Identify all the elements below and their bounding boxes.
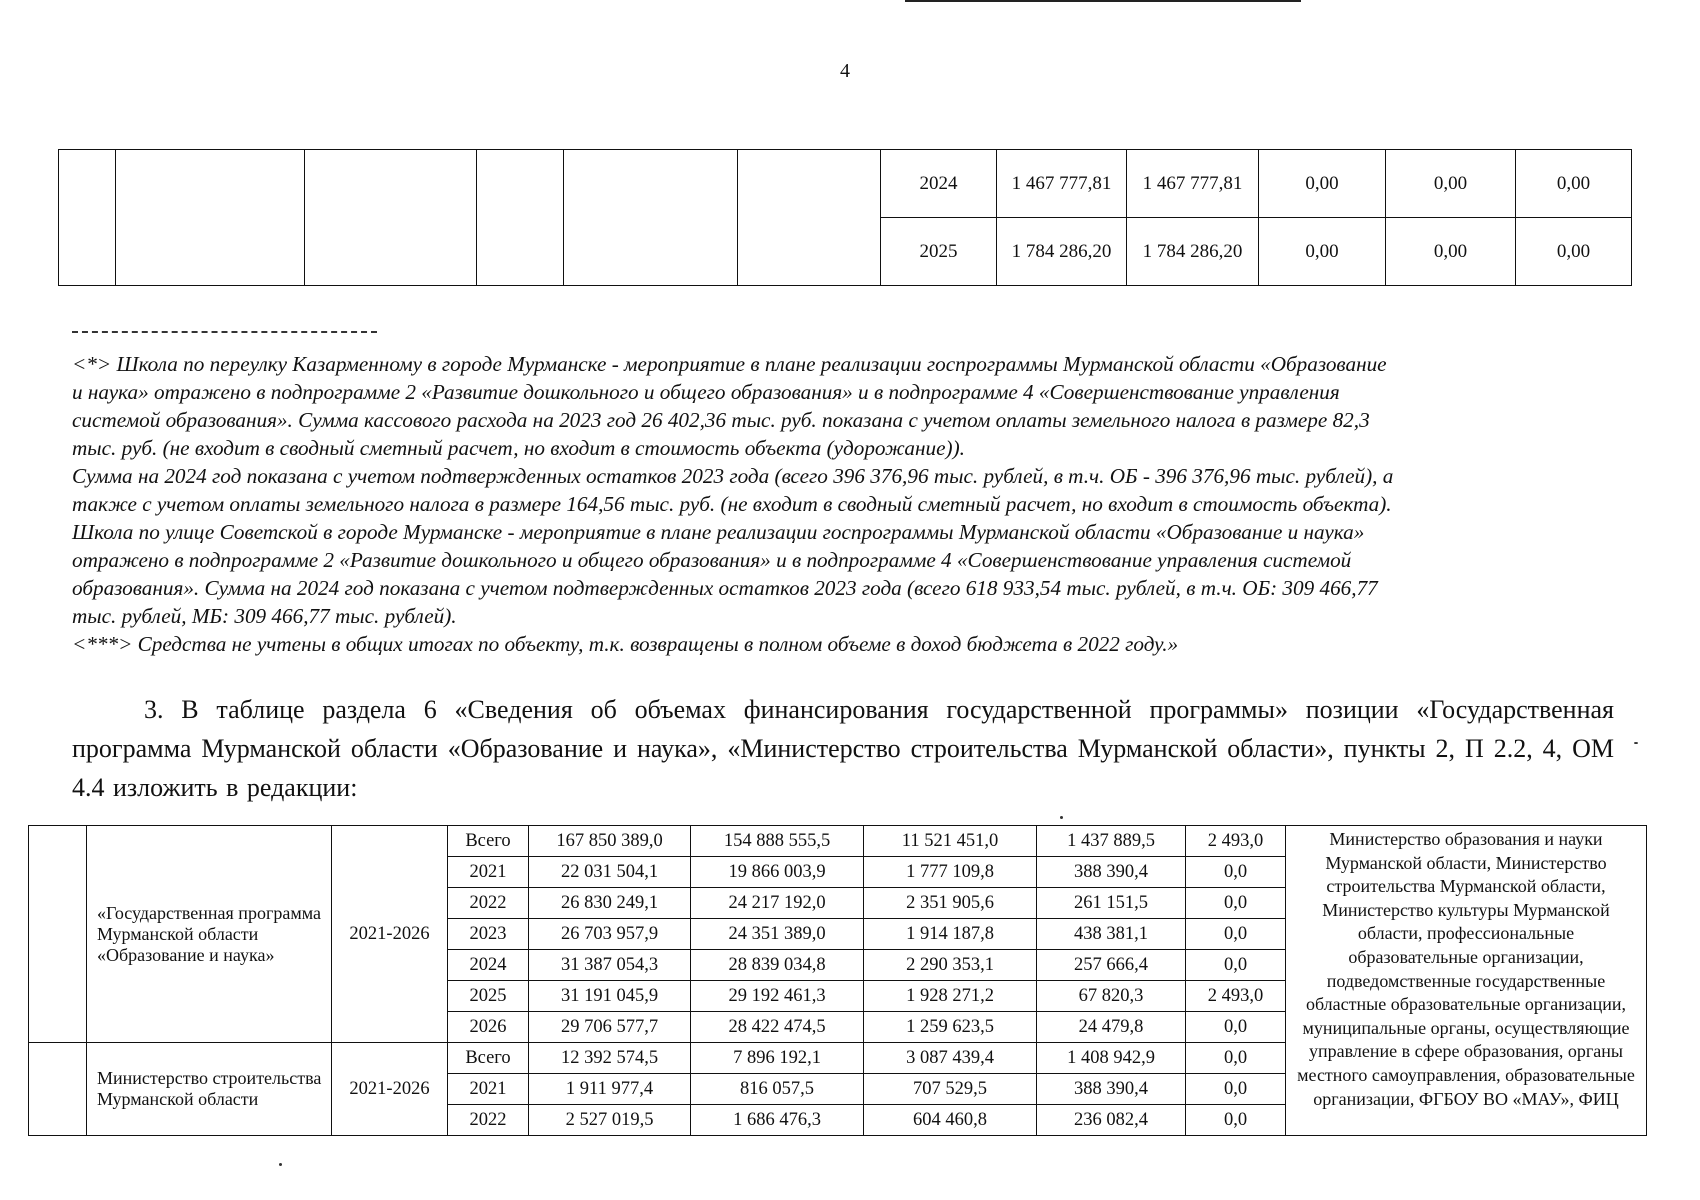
value-cell: 2 493,0	[1186, 826, 1286, 857]
year-cell: 2021	[448, 1074, 529, 1105]
value-cell: 29 706 577,7	[529, 1012, 691, 1043]
empty-cell	[305, 150, 477, 286]
year-cell: 2022	[448, 888, 529, 919]
year-cell: Всего	[448, 826, 529, 857]
value-cell: 707 529,5	[864, 1074, 1037, 1105]
empty-cell	[29, 826, 87, 1043]
year-cell: 2024	[881, 150, 997, 218]
footnote-line: отражено в подпрограмме 2 «Развитие дошкольного и общего образования» и в подпрограмме 4 «Совершенствование управления системой	[72, 548, 1352, 572]
value-cell: 28 422 474,5	[691, 1012, 864, 1043]
value-cell: 0,00	[1516, 218, 1632, 286]
continuation-table	[58, 149, 1632, 286]
period-cell: 2021-2026	[332, 1043, 448, 1136]
value-cell: 19 866 003,9	[691, 857, 864, 888]
stray-dot	[279, 1163, 282, 1166]
value-cell: 1 437 889,5	[1037, 826, 1186, 857]
year-cell: 2025	[448, 981, 529, 1012]
year-cell: 2024	[448, 950, 529, 981]
value-cell: 0,0	[1186, 1012, 1286, 1043]
value-cell: 12 392 574,5	[529, 1043, 691, 1074]
footnotes	[72, 350, 1632, 658]
value-cell: 261 151,5	[1037, 888, 1186, 919]
value-cell: 24 351 389,0	[691, 919, 864, 950]
footnote-line: тыс. рублей, МБ: 309 466,77 тыс. рублей).	[72, 604, 457, 628]
value-cell: 26 830 249,1	[529, 888, 691, 919]
value-cell: 1 928 271,2	[864, 981, 1037, 1012]
footnote-line: Школа по улице Советской в городе Мурманске - мероприятие в плане реализации госпрограммы Мурманской области «Образование и наука»	[72, 520, 1365, 544]
value-cell: 1 914 187,8	[864, 919, 1037, 950]
total-cell: 1 467 777,81	[997, 150, 1127, 218]
value-cell: 0,0	[1186, 1043, 1286, 1074]
value-cell: 0,00	[1386, 150, 1516, 218]
value-cell: 24 217 192,0	[691, 888, 864, 919]
total-cell: 1 784 286,20	[997, 218, 1127, 286]
footnote-line: тыс. руб. (не входит в сводный сметный расчет, но входит в стоимость объекта (удорожание)).	[72, 436, 965, 460]
period-cell: 2021-2026	[332, 826, 448, 1043]
value-cell: 0,0	[1186, 857, 1286, 888]
value-cell: 0,00	[1386, 218, 1516, 286]
stray-dot	[1634, 742, 1638, 744]
value-cell: 816 057,5	[691, 1074, 864, 1105]
footnote-line: системой образования». Сумма кассового расхода на 2023 год 26 402,36 тыс. руб. показана с учетом оплаты земельного налога в размере 82,3	[72, 408, 1370, 432]
value-cell: 0,00	[1259, 150, 1386, 218]
year-cell: 2026	[448, 1012, 529, 1043]
ministry-name-cell: Министерство строительства Мурманской области	[87, 1043, 332, 1136]
value-cell: 29 192 461,3	[691, 981, 864, 1012]
empty-cell	[564, 150, 738, 286]
value-cell: 0,0	[1186, 1074, 1286, 1105]
value-cell: 0,00	[1516, 150, 1632, 218]
value-cell: 31 191 045,9	[529, 981, 691, 1012]
footnote-line: Сумма на 2024 год показана с учетом подтвержденных остатков 2023 года (всего 396 376,96 тыс. рублей, в т.ч. ОБ - 396 376,96 тыс. рублей), а	[72, 464, 1394, 488]
year-cell: 2021	[448, 857, 529, 888]
table-row	[59, 150, 1632, 218]
footnote-line: <*> Школа по переулку Казарменному в городе Мурманске - мероприятие в плане реализации госпрограммы Мурманской области «Образование	[72, 352, 1387, 376]
value-cell: 2 527 019,5	[529, 1105, 691, 1136]
empty-cell	[59, 150, 116, 286]
year-cell: 2025	[881, 218, 997, 286]
stray-dot	[1060, 816, 1063, 819]
value-cell: 0,00	[1259, 218, 1386, 286]
amendment-paragraph: 3. В таблице раздела 6 «Сведения об объемах финансирования государственной программы» позиции «Государственная программа Мурманской области «Образование и наука», «Министерство строительства Мурманской области», пункты 2, П 2.2, 4, ОМ 4.4 изложить в редакции:	[72, 695, 1614, 802]
footnote-line: также с учетом оплаты земельного налога в размере 164,56 тыс. руб. (не входит в сводный сметный расчет, но входит в стоимость объекта).	[72, 492, 1392, 516]
value-cell: 11 521 451,0	[864, 826, 1037, 857]
value-cell: 0,0	[1186, 888, 1286, 919]
value-cell: 67 820,3	[1037, 981, 1186, 1012]
value-cell: 257 666,4	[1037, 950, 1186, 981]
responsible-cell: Министерство образования и науки Мурманской области, Министерство строительства Мурманской области, Министерство культуры Мурманской области, профессиональные образовательные организации, подведомственные государственные областные образовательные организации, муниципальные органы, осуществляющие управление в сфере образования, органы местного самоуправления, образовательные организации, ФГБОУ ВО «МАУ», ФИЦ	[1286, 826, 1647, 1136]
value-cell: 1 911 977,4	[529, 1074, 691, 1105]
value-cell: 3 087 439,4	[864, 1043, 1037, 1074]
footnote-line: <***> Средства не учтены в общих итогах по объекту, т.к. возвращены в полном объеме в доход бюджета в 2022 году.»	[72, 632, 1179, 656]
page-number: 4	[840, 60, 850, 82]
top-rule	[905, 0, 1301, 2]
value-cell: 0,0	[1186, 919, 1286, 950]
table-row	[29, 826, 1647, 857]
value-cell: 1 408 942,9	[1037, 1043, 1186, 1074]
empty-cell	[738, 150, 881, 286]
value-cell: 2 493,0	[1186, 981, 1286, 1012]
value-cell: 31 387 054,3	[529, 950, 691, 981]
value-cell: 438 381,1	[1037, 919, 1186, 950]
value-cell: 28 839 034,8	[691, 950, 864, 981]
value-cell: 1 467 777,81	[1127, 150, 1259, 218]
value-cell: 24 479,8	[1037, 1012, 1186, 1043]
value-cell: 604 460,8	[864, 1105, 1037, 1136]
footnote-line: образования». Сумма на 2024 год показана с учетом подтвержденных остатков 2023 года (всего 618 933,54 тыс. рублей, в т.ч. ОБ: 309 466,77	[72, 576, 1378, 600]
value-cell: 1 259 623,5	[864, 1012, 1037, 1043]
year-cell: Всего	[448, 1043, 529, 1074]
program-name-cell: «Государственная программа Мурманской области «Образование и наука»	[87, 826, 332, 1043]
empty-cell	[116, 150, 305, 286]
empty-cell	[29, 1043, 87, 1136]
year-cell: 2023	[448, 919, 529, 950]
value-cell: 2 351 905,6	[864, 888, 1037, 919]
value-cell: 1 784 286,20	[1127, 218, 1259, 286]
footnote-separator	[72, 331, 377, 333]
year-cell: 2022	[448, 1105, 529, 1136]
footnote-line: и наука» отражено в подпрограмме 2 «Развитие дошкольного и общего образования» и в подпрограмме 4 «Совершенствование управления	[72, 380, 1340, 404]
value-cell: 22 031 504,1	[529, 857, 691, 888]
value-cell: 1 686 476,3	[691, 1105, 864, 1136]
value-cell: 0,0	[1186, 950, 1286, 981]
value-cell: 0,0	[1186, 1105, 1286, 1136]
value-cell: 167 850 389,0	[529, 826, 691, 857]
value-cell: 26 703 957,9	[529, 919, 691, 950]
value-cell: 154 888 555,5	[691, 826, 864, 857]
value-cell: 388 390,4	[1037, 1074, 1186, 1105]
value-cell: 236 082,4	[1037, 1105, 1186, 1136]
value-cell: 7 896 192,1	[691, 1043, 864, 1074]
empty-cell	[477, 150, 564, 286]
value-cell: 1 777 109,8	[864, 857, 1037, 888]
value-cell: 388 390,4	[1037, 857, 1186, 888]
value-cell: 2 290 353,1	[864, 950, 1037, 981]
financing-table	[28, 825, 1647, 1136]
